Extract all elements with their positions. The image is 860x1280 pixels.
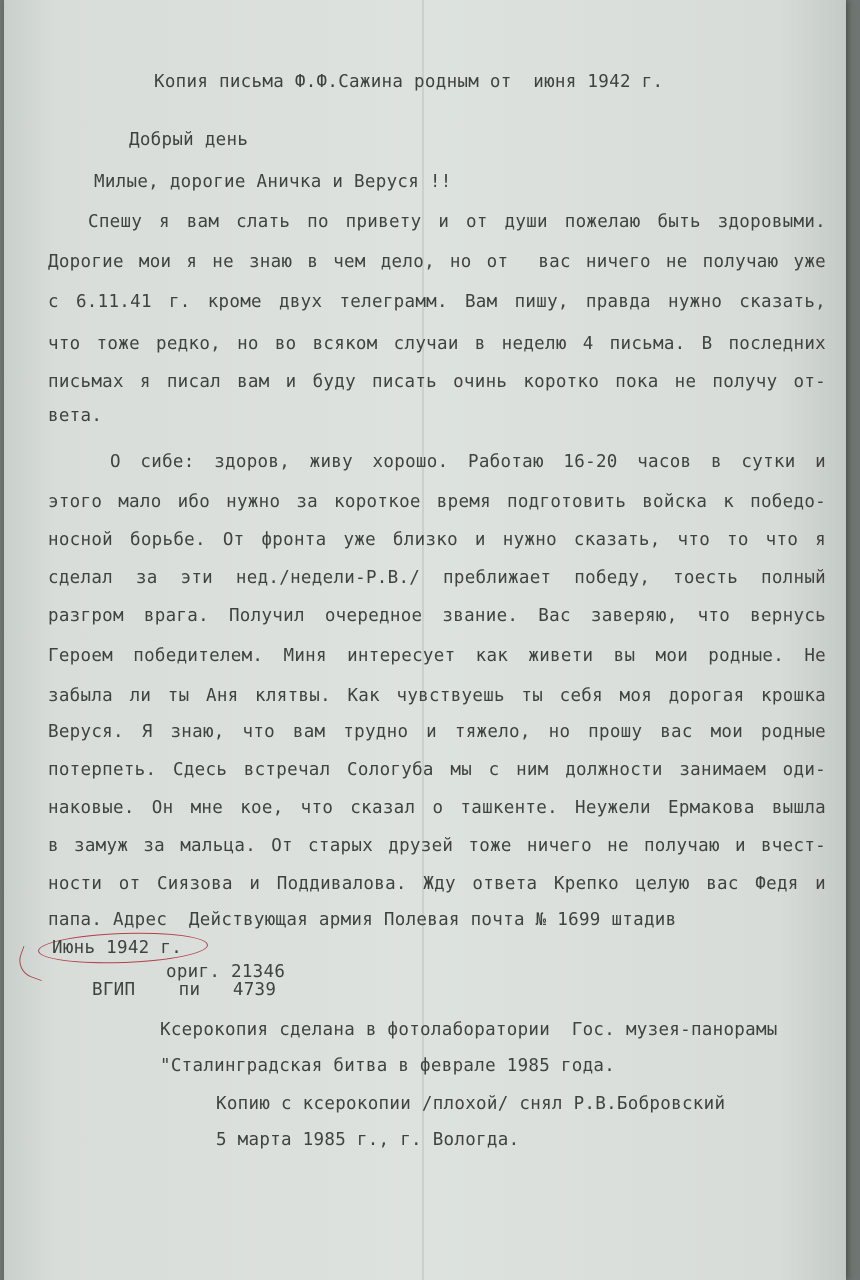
paragraph1-line: письмах я писал вам и буду писать очинь коротко пока не получу от- (48, 372, 826, 392)
paragraph2-line: носной борьбе. От фронта уже близко и нужно сказать, что то что я (48, 530, 826, 550)
archive-number: ВГИП пи 4739 (92, 980, 277, 1000)
paragraph2-line: О сибе: здоров, живу хорошо. Работаю 16-20 часов в сутки и (110, 452, 826, 472)
paragraph2-line: ности от Сиязова и Поддивалова. Жду ответа Крепко целую вас Федя и (48, 874, 826, 894)
circled-date: Июнь 1942 г. (52, 938, 183, 958)
original-number: ориг. 21346 (166, 962, 286, 982)
paragraph1-line: Дорогие мои я не знаю в чем дело, но от вас ничего не получаю уже (48, 252, 826, 272)
paragraph2-line: забыла ли ты Аня клятвы. Как чувствуешь ты себя моя дорогая крошка (48, 686, 826, 706)
paragraph2-line: Веруся. Я знаю, что вам трудно и тяжело, но прошу вас мои родные (48, 722, 826, 742)
copy-date: 5 марта 1985 г., г. Вологда. (216, 1130, 520, 1150)
paragraph2-line: наковые. Он мне кое, что сказал о ташкенте. Неужели Ермакова вышла (48, 798, 826, 818)
salutation: Милые, дорогие Аничка и Веруся !! (94, 172, 452, 192)
paragraph2-line: этого мало ибо нужно за короткое время подготовить войска к победо- (48, 492, 826, 512)
paper-fold (422, 0, 424, 1280)
xerox-note-line: Ксерокопия сделана в фотолаборатории Гос. музея-панорамы (160, 1020, 778, 1040)
paragraph1-line: Спешу я вам слать по привету и от души пожелаю быть здоровыми. (88, 212, 826, 232)
paragraph2-line: потерпеть. Сдесь встречал Сологуба мы с ним должности занимаем оди- (48, 760, 826, 780)
document-header: Копия письма Ф.Ф.Сажина родным от июня 1942 г. (154, 72, 664, 92)
paragraph2-line: разгром врага. Получил очередное звание. Вас заверяю, что вернусь (48, 606, 826, 626)
paragraph1-line: вета. (48, 406, 103, 426)
paragraph1-line: с 6.11.41 г. кроме двух телеграмм. Вам пишу, правда нужно сказать, (48, 292, 826, 312)
xerox-note-line: "Сталинградская битва в феврале 1985 года. (160, 1056, 616, 1076)
paragraph2-line: сделал за эти нед./недели-Р.В./ преближает победу, тоесть полный (48, 568, 826, 588)
paragraph2-line: папа. Адрес Действующая армия Полевая почта № 1699 штадив (48, 910, 677, 930)
paragraph2-line: в замуж за мальца. От старых друзей тоже ничего не получаю и вчест- (48, 836, 826, 856)
paragraph2-line: Героем победителем. Миня интересует как живети вы мои родные. Не (48, 646, 826, 666)
greeting: Добрый день (129, 130, 249, 150)
letter-page (4, 0, 846, 1280)
paragraph1-line: что тоже редко, но во всяком случаи в неделю 4 письма. В последних (48, 334, 826, 354)
copy-note: Копию с ксерокопии /плохой/ снял Р.В.Бобровский (216, 1094, 726, 1114)
